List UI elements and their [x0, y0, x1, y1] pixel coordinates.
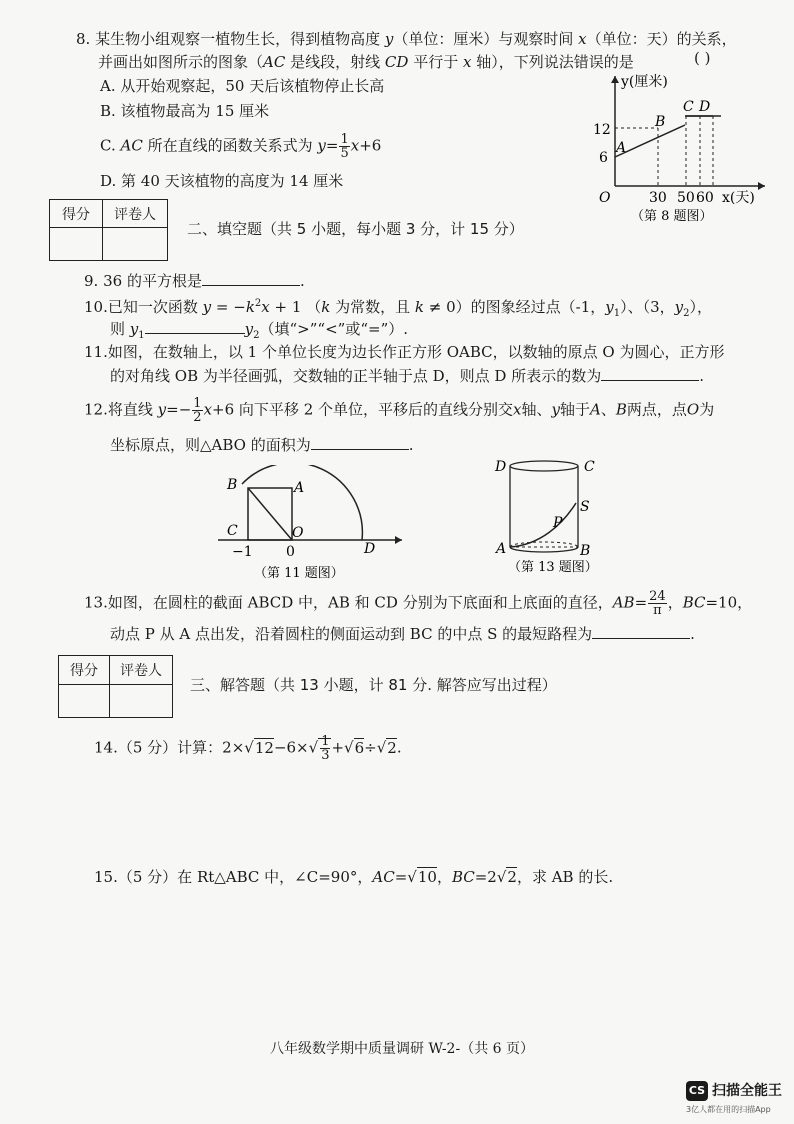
q14: 14.（5 分）计算：2×√12−6×√ $\frac{1}{3}$ +√6÷√2. [94, 734, 402, 763]
fig11-tick-zero: 0 [286, 544, 295, 560]
score-table-1 [49, 199, 168, 261]
q13-line2: 动点 P 从 A 点出发，沿着圆柱的侧面运动到 BC 的中点 S 的最短路程为 . [110, 622, 695, 645]
q12-blank[interactable] [311, 433, 409, 450]
fig11-point-d: D [364, 541, 376, 557]
watermark-sub: 3亿人都在用的扫描App [686, 1105, 771, 1114]
fig11-point-o: O [292, 525, 304, 541]
q8-option-c: C. AC 所在直线的函数关系式为 y= $\frac{1}{5}$ x+6 [100, 132, 382, 161]
graph-point-c: C [683, 99, 694, 115]
fig11-point-b: B [227, 477, 238, 493]
graph-y6: 6 [599, 150, 608, 166]
fig13-point-d: D [495, 459, 507, 475]
graph-ylabel: y(厘米) [621, 74, 668, 90]
graph-caption: （第 8 题图） [631, 209, 713, 224]
q11-blank[interactable] [601, 364, 699, 381]
q8-line2: 并画出如图所示的图象（AC 是线段，射线 CD 平行于 x 轴），下列说法错误的是 [98, 53, 634, 71]
graph-y12: 12 [593, 122, 611, 138]
graph-origin: O [599, 190, 611, 206]
graph-point-d: D [699, 99, 711, 115]
graph-x50: 50 [677, 190, 695, 206]
figure-11 [214, 465, 404, 583]
score-header: 得分 [59, 656, 110, 685]
watermark-brand: 扫描全能王 [712, 1083, 782, 1099]
q9: 9. 36 的平方根是 . [84, 269, 305, 292]
q10-line2: 则 $y_1$ $y_2$（填“>”“<”或“=”）. [110, 317, 408, 347]
q10-line1: 10.已知一次函数 $y = -k^2x + 1$ （k 为常数，且 k ≠ 0）的图象经过点（-1，$y_1$）、（3，$y_2$）， [84, 298, 713, 319]
graph-x30: 30 [649, 190, 667, 206]
grader-cell[interactable] [110, 685, 173, 718]
q12-line1: 12.将直线 y=− $\frac{1}{2}$ x+6 向下平移 2 个单位，平移后的直线分别交x轴、y轴于A、B两点，点O为 [84, 396, 715, 425]
q8-line1: 8. 某生物小组观察一植物生长，得到植物高度 y（单位：厘米）与观察时间 x（单位：天）的关系， [76, 30, 737, 48]
q12-line2: 坐标原点，则△ABO 的面积为 . [110, 433, 414, 456]
grader-header: 评卷人 [103, 200, 168, 228]
q9-blank[interactable] [202, 269, 300, 286]
q8-option-d: D. 第 40 天该植物的高度为 14 厘米 [100, 172, 344, 190]
q8-answer-paren: ( ) [694, 49, 711, 67]
score-cell[interactable] [59, 685, 110, 718]
fig11-tick-minus1: −1 [232, 544, 253, 560]
fig13-caption: （第 13 题图） [508, 560, 598, 575]
fig13-point-s: S [580, 499, 590, 515]
graph-xlabel: x(天) [722, 190, 755, 206]
graph-x60: 60 [696, 190, 714, 206]
grader-header: 评卷人 [110, 656, 173, 685]
q11-line2: 的对角线 OB 为半径画弧，交数轴的正半轴于点 D，则点 D 所表示的数为 . [110, 364, 704, 387]
page-footer: 八年级数学期中质量调研 W-2-（共 6 页） [270, 1041, 534, 1057]
score-cell[interactable] [50, 228, 103, 261]
fig13-point-a: A [496, 541, 507, 557]
q13-blank[interactable] [592, 622, 690, 639]
figure-13 [490, 455, 610, 577]
score-table-2 [58, 655, 173, 718]
graph-point-b: B [655, 114, 666, 130]
camscanner-logo-icon: CS [686, 1081, 708, 1101]
q8-option-b: B. 该植物最高为 15 厘米 [100, 102, 270, 120]
q10-blank[interactable] [145, 317, 245, 334]
fig13-point-b: B [580, 543, 591, 559]
fig11-point-c: C [227, 523, 238, 539]
fig13-point-c: C [584, 459, 595, 475]
q8-option-a: A. 从开始观察起，50 天后该植物停止长高 [100, 77, 385, 95]
fig13-point-p: P [553, 515, 563, 531]
q11-line1: 11.如图，在数轴上，以 1 个单位长度为边长作正方形 OABC，以数轴的原点 O 为圆心，正方形 [84, 343, 725, 361]
grader-cell[interactable] [103, 228, 168, 261]
fig11-caption: （第 11 题图） [254, 566, 344, 581]
section-2-title: 二、填空题（共 5 小题，每小题 3 分，计 15 分） [187, 220, 524, 238]
graph-point-a: A [616, 140, 627, 156]
score-header: 得分 [50, 200, 103, 228]
q8-graph [585, 68, 775, 228]
fig11-point-a: A [294, 480, 305, 496]
q13-line1: 13.如图，在圆柱的截面 ABCD 中，AB 和 CD 分别为下底面和上底面的直径，AB= $\frac{24}{\pi}$ ，BC=10， [84, 589, 753, 618]
section-3-title: 三、解答题（共 13 小题，计 81 分. 解答应写出过程） [190, 676, 557, 694]
q15: 15.（5 分）在 Rt△ABC 中，∠C=90°，AC=√10，BC=2√2，求 AB 的长. [94, 868, 614, 886]
